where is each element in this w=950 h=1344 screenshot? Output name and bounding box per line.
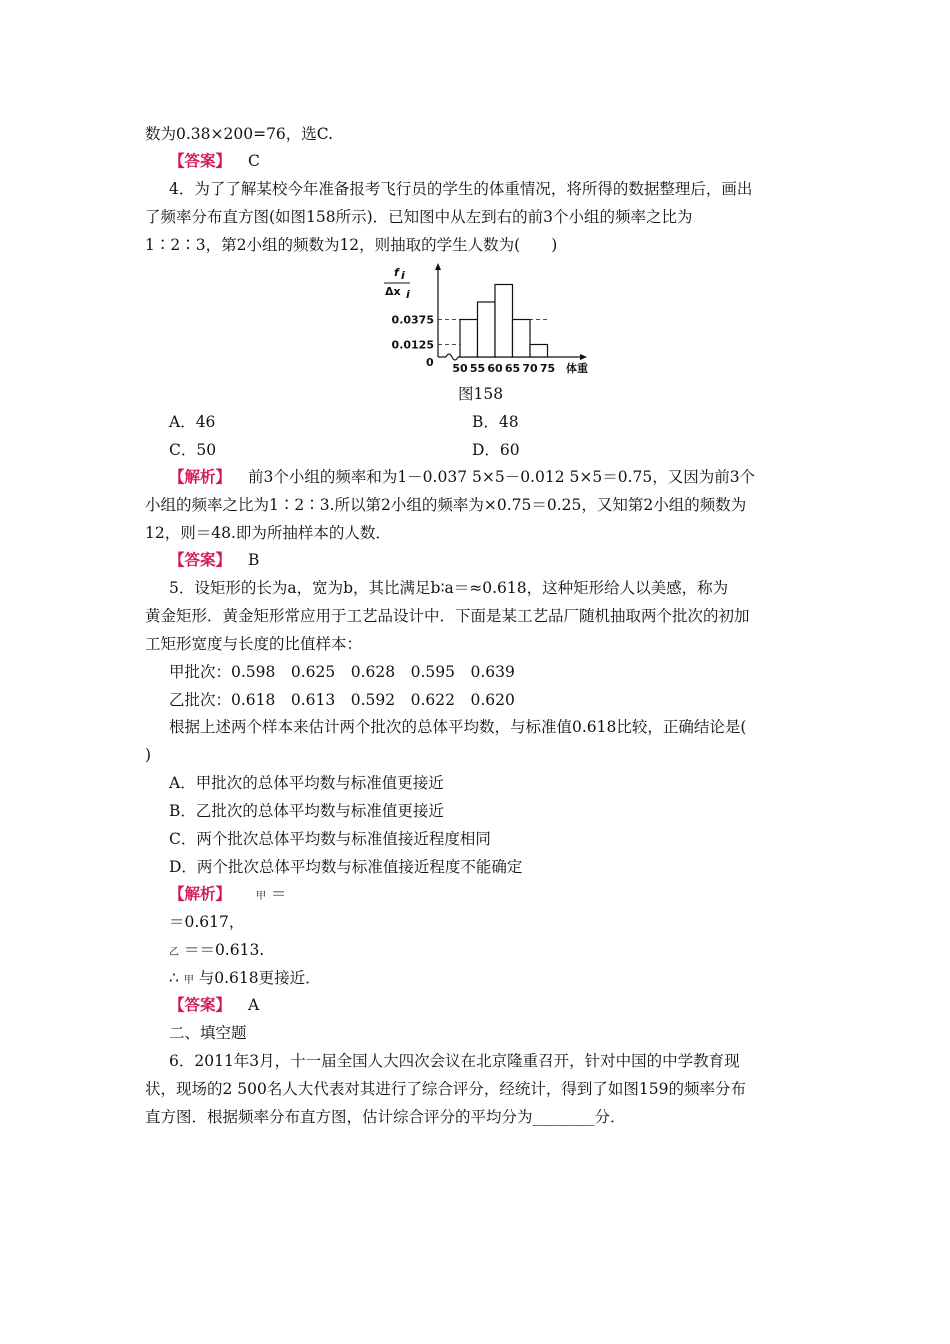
answer-value: B (247, 551, 260, 569)
answer-value: A (247, 996, 260, 1014)
option-d: D．两个批次总体平均数与标准值接近程度不能确定 (169, 858, 523, 876)
question-5-line: 工矩形宽度与长度的比值样本： (145, 635, 363, 653)
x-axis-break (446, 354, 458, 360)
bars (460, 285, 548, 358)
answer-tag: 【答案】 (169, 550, 232, 569)
y-axis-label-denominator: Δx (385, 285, 401, 298)
option-c: C．50 (169, 441, 217, 459)
analysis-line (169, 968, 321, 991)
analysis-line: 小组的频率之比为1∶2∶3.所以第2小组的频率为×0.75＝0.25，又知第2小组的频数为 (145, 496, 747, 514)
text-line: 数为0.38×200=76，选C. (145, 125, 334, 143)
y-axis-label (384, 266, 410, 301)
option-c: C．两个批次总体平均数与标准值接近程度相同 (169, 830, 491, 848)
y-tick-labels (392, 314, 434, 352)
answer-line (169, 151, 260, 171)
y-tick-label: 0.0375 (391, 313, 434, 327)
question-6-line: 直方图．根据频率分布直方图，估计综合评分的平均分为________分． (145, 1108, 626, 1126)
sample-jia: 甲批次：0.598 0.625 0.628 0.595 0.639 (169, 663, 515, 681)
analysis-line (169, 940, 264, 963)
subscript: 甲 (183, 975, 194, 986)
section-heading: 二、填空题 (169, 1024, 247, 1042)
answer-value: C (247, 152, 260, 170)
histogram-figure-158 (376, 262, 598, 378)
answer-tag: 【答案】 (169, 151, 232, 170)
figure-caption: 图158 (458, 385, 504, 403)
analysis-text: 与0.618更接近． (198, 969, 321, 987)
histogram-bar (495, 285, 513, 358)
question-4-line: 4．为了了解某校今年准备报考飞行员的学生的体重情况，将所得的数据整理后，画出 (169, 180, 753, 198)
question-4-line: 1∶2∶3，第2小组的频数为12，则抽取的学生人数为( ) (145, 236, 558, 254)
origin-label: 0 (426, 356, 434, 369)
x-tick-label: 65 (504, 362, 521, 375)
analysis-text: ＝＝0.613. (183, 941, 265, 959)
question-5-line: ) (145, 746, 152, 764)
answer-line (169, 995, 259, 1015)
option-b: B．48 (472, 413, 519, 431)
question-4-line: 了频率分布直方图(如图158所示)．已知图中从左到右的前3个小组的频率之比为 (145, 208, 693, 226)
analysis-text: 前3个小组的频率和为1－0.037 5×5－0.012 5×5＝0.75，又因为前3个 (247, 468, 756, 486)
analysis-tag: 【解析】 (169, 467, 232, 486)
x-tick-label: 50 (452, 362, 468, 375)
analysis-text: ＝ (270, 885, 287, 903)
x-tick-label: 60 (487, 362, 503, 375)
subscript: 甲 (255, 891, 266, 902)
analysis-line: 12，则＝48.即为所抽样本的人数． (145, 524, 391, 542)
subscript: 乙 (169, 947, 179, 958)
y-axis-arrow (435, 263, 441, 270)
y-tick-label: 0.0125 (391, 338, 434, 352)
x-tick-label: 55 (469, 362, 486, 375)
analysis-line: ＝0.617， (169, 913, 245, 931)
question-5-line: 黄金矩形．黄金矩形常应用于工艺品设计中．下面是某工艺品厂随机抽取两个批次的初加 (145, 607, 750, 625)
x-tick-label: 75 (539, 362, 556, 375)
analysis-text: ∴ (169, 969, 179, 987)
x-axis-label: 体重 (566, 362, 588, 375)
x-tick-label: 70 (522, 362, 538, 375)
histogram-bar (478, 302, 496, 357)
question-6-line: 6．2011年3月，十一届全国人大四次会议在北京隆重召开，针对中国的中学教育现 (169, 1052, 740, 1070)
y-axis-label-denominator-sub: i (406, 288, 410, 301)
option-a: A．46 (169, 413, 216, 431)
option-a: A．甲批次的总体平均数与标准值更接近 (169, 774, 444, 792)
y-axis-label-numerator-sub: i (401, 269, 405, 282)
analysis-line (169, 884, 286, 907)
histogram-bar (513, 320, 531, 358)
question-5-line: 5．设矩形的长为a，宽为b，其比满足b∶a＝≈0.618，这种矩形给人以美感，称为 (169, 579, 729, 597)
sample-yi: 乙批次：0.618 0.613 0.592 0.622 0.620 (169, 691, 515, 709)
question-6-line: 状，现场的2 500名人大代表对其进行了综合评分，经统计，得到了如图159的频率分布 (145, 1080, 746, 1098)
answer-tag: 【答案】 (169, 995, 232, 1014)
analysis-tag: 【解析】 (169, 884, 232, 903)
histogram-bar (530, 345, 548, 358)
answer-line (169, 550, 259, 570)
x-tick-labels (452, 362, 555, 375)
question-5-line: 根据上述两个样本来估计两个批次的总体平均数，与标准值0.618比较，正确结论是( (169, 718, 747, 736)
histogram-bar (460, 320, 478, 358)
analysis-line (169, 467, 755, 487)
y-axis-label-numerator: f (394, 266, 399, 279)
option-d: D．60 (472, 441, 520, 459)
x-axis-arrow (580, 354, 587, 360)
option-b: B．乙批次的总体平均数与标准值更接近 (169, 802, 444, 820)
